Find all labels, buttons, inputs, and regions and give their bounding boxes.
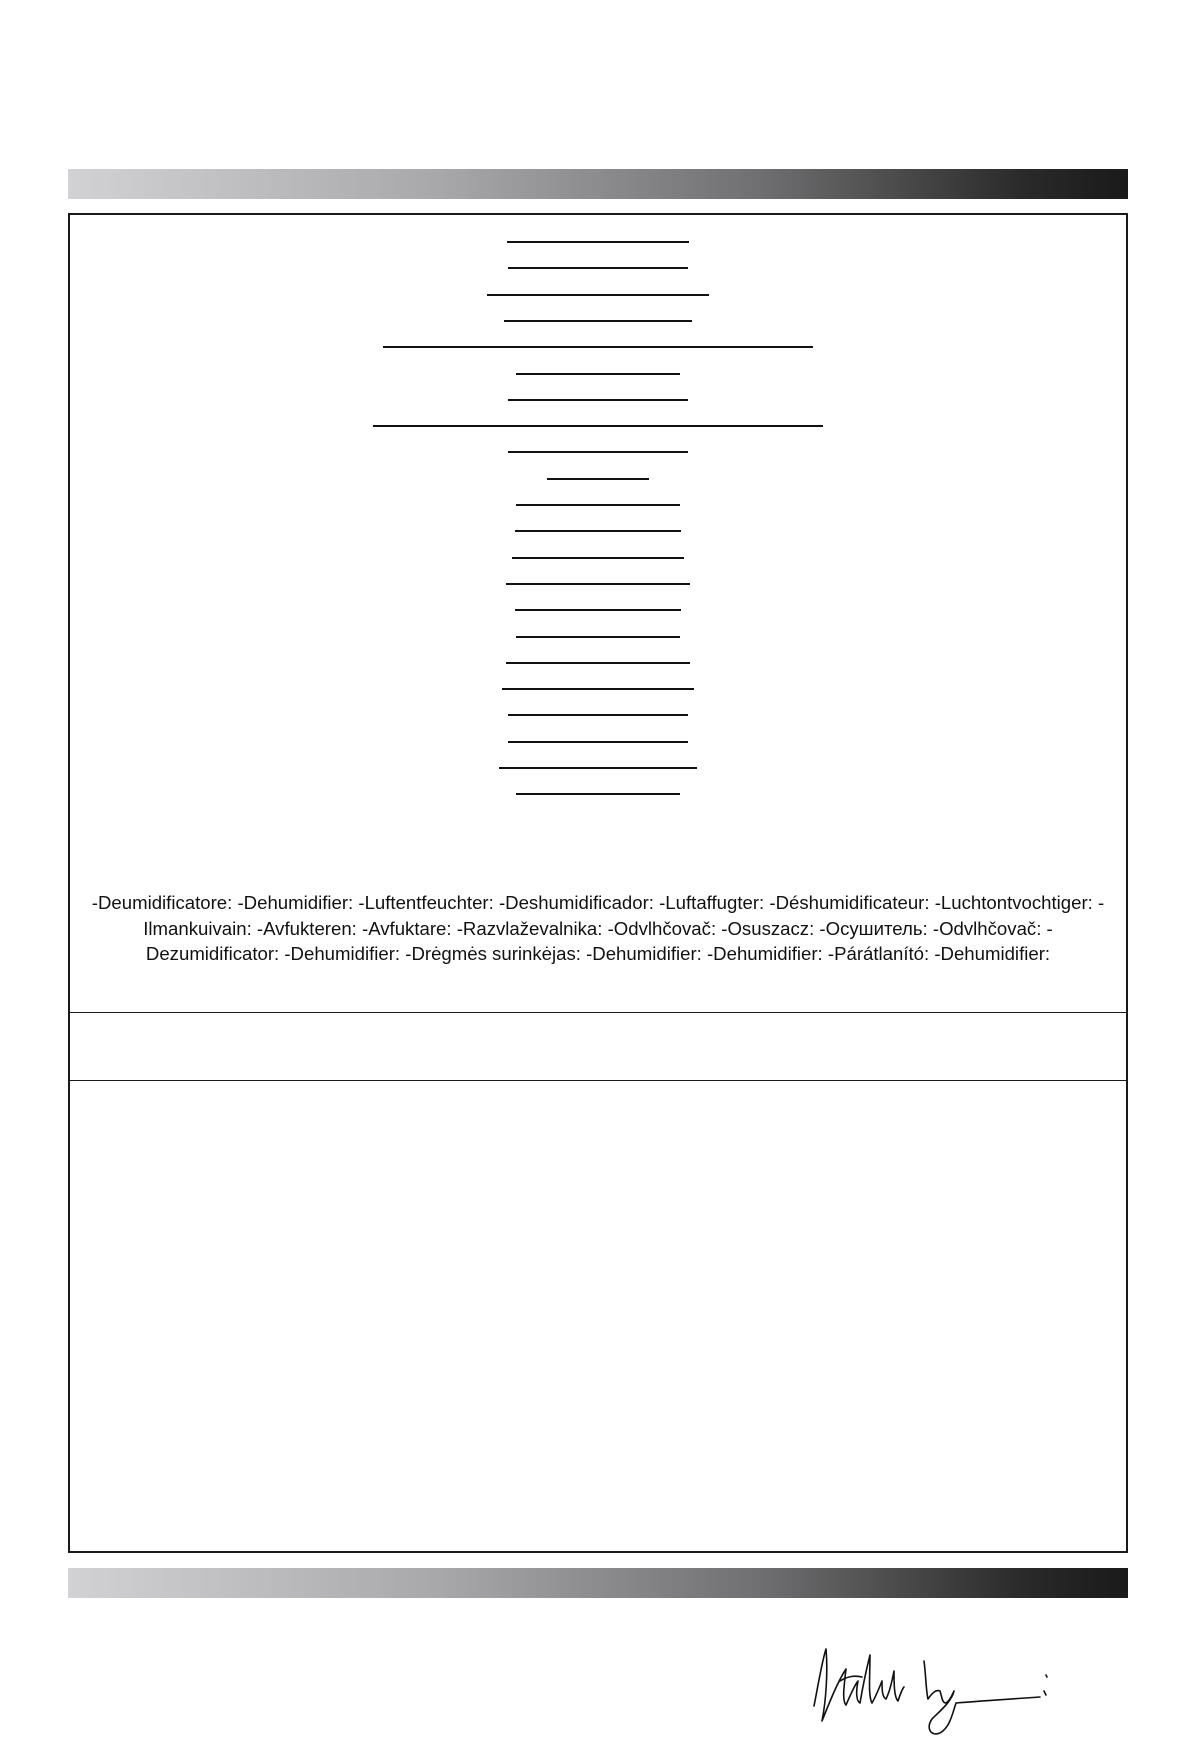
- blank-line: [499, 767, 697, 769]
- blank-line: [508, 741, 688, 743]
- blank-line: [508, 714, 688, 716]
- product-name-translations: -Deumidificatore: -Dehumidifier: -Luftentfeuchter: -Deshumidificador: -Luftaffugter: -Déshumidificateur: -Luchtontvochtiger: -Ilmankuivain: -Avfukteren: -Avfuktare: -Razvlaževalnika: -Odvlhčovač: -Osuszacz: -Осушитель: -Odvlhčovač: -Dezumidificator: -Dehumidifier: -Drėgmės surinkėjas: -Dehumidifier: -Dehumidifier: -Párátlanító: -Dehumidifier:: [91, 892, 1105, 964]
- product-section: [70, 215, 1126, 1012]
- blank-line: [515, 530, 681, 532]
- blank-line: [508, 267, 688, 269]
- signature-section: [70, 1081, 1126, 1551]
- blank-line: [516, 636, 680, 638]
- blank-line: [516, 793, 680, 795]
- blank-line: [512, 557, 684, 559]
- blank-line: [373, 425, 823, 427]
- blank-line: [516, 504, 680, 506]
- blank-line: [507, 241, 689, 243]
- footer-gradient-band: [68, 1568, 1128, 1598]
- blank-line: [487, 294, 709, 296]
- blank-line: [516, 373, 680, 375]
- blank-lines-group: [70, 215, 1126, 815]
- blank-line: [508, 399, 688, 401]
- declaration-frame: [68, 213, 1128, 1553]
- blank-line: [515, 609, 681, 611]
- middle-blank-section: [70, 1012, 1126, 1081]
- blank-line: [506, 583, 690, 585]
- blank-line: [547, 478, 649, 480]
- blank-line: [508, 451, 688, 453]
- header-gradient-band: [68, 169, 1128, 199]
- blank-line: [504, 320, 692, 322]
- blank-line: [383, 346, 813, 348]
- handwritten-signature: [800, 1641, 1060, 1751]
- blank-line: [506, 662, 690, 664]
- blank-line: [502, 688, 694, 690]
